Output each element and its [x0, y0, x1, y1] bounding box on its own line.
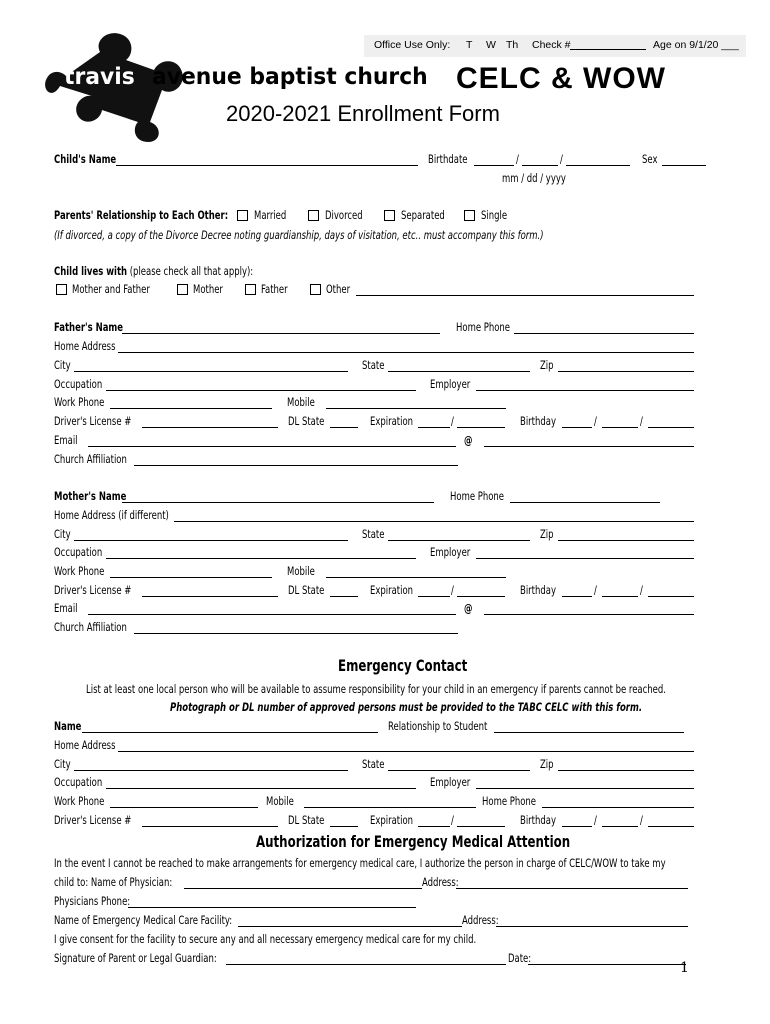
emergency-birthday-slash-1: /	[594, 813, 597, 827]
emergency-occupation-label: Occupation	[54, 775, 103, 789]
signature-field[interactable]	[226, 964, 506, 965]
emergency-birthday-year-field[interactable]	[648, 826, 694, 827]
birthdate-label: Birthdate	[428, 152, 468, 166]
emergency-dl-label: Driver's License #	[54, 813, 132, 827]
child-name-field[interactable]	[116, 165, 418, 166]
emergency-expiration-label: Expiration	[370, 813, 414, 827]
mother-birthday-day-field[interactable]	[602, 596, 638, 597]
physician-phone-label: Physicians Phone:	[54, 894, 131, 908]
form-subtitle: 2020-2021 Enrollment Form	[226, 101, 500, 126]
birthdate-dd-field[interactable]	[522, 165, 558, 166]
father-city-field[interactable]	[74, 371, 348, 372]
father-home-address-label: Home Address	[54, 339, 116, 353]
mother-employer-field[interactable]	[476, 558, 694, 559]
mother-mobile-field[interactable]	[326, 577, 506, 578]
emergency-work-phone-label: Work Phone	[54, 794, 105, 808]
form-title: CELC & WOW	[456, 62, 666, 95]
lives-with-heading	[54, 264, 253, 278]
mother-occupation-label: Occupation	[54, 545, 103, 559]
emergency-contact-heading: Emergency Contact	[338, 656, 468, 675]
married-label: Married	[254, 208, 287, 222]
brand-travis: travis	[64, 64, 135, 90]
emergency-state-field[interactable]	[388, 770, 530, 771]
mother-occupation-field[interactable]	[106, 558, 416, 559]
sex-label: Sex	[642, 152, 658, 166]
emergency-home-phone-label: Home Phone	[482, 794, 537, 808]
father-birthday-label: Birthday	[520, 414, 556, 428]
physician-address-label: Address:	[422, 875, 459, 889]
medical-authorization-text: In the event I cannot be reached to make arrangements for emergency medical care, I authorize the person in charge of CELC/WOW to take my	[54, 856, 666, 870]
father-employer-field[interactable]	[476, 390, 694, 391]
divorced-label: Divorced	[325, 208, 363, 222]
lives-other-field[interactable]	[356, 295, 694, 296]
mother-name-label: Mother's Name	[54, 489, 127, 503]
emergency-birthday-label: Birthday	[520, 813, 556, 827]
father-dl-field[interactable]	[142, 427, 278, 428]
birthdate-format-hint: mm / dd / yyyy	[502, 171, 566, 185]
father-birthday-day-field[interactable]	[602, 427, 638, 428]
emergency-dl-field[interactable]	[142, 826, 278, 827]
father-email-domain-field[interactable]	[484, 446, 694, 447]
married-checkbox[interactable]	[237, 210, 248, 221]
mother-zip-label: Zip	[540, 527, 554, 541]
father-work-phone-label: Work Phone	[54, 395, 105, 409]
office-use-label: Office Use Only:	[374, 39, 451, 51]
father-zip-field[interactable]	[558, 371, 694, 372]
divorced-checkbox[interactable]	[308, 210, 319, 221]
father-work-phone-field[interactable]	[110, 408, 272, 409]
emergency-birthday-month-field[interactable]	[562, 826, 592, 827]
emergency-photo-requirement: Photograph or DL number of approved persons must be provided to the TABC CELC with this form.	[170, 700, 643, 714]
mother-work-phone-field[interactable]	[110, 577, 272, 578]
mother-city-label: City	[54, 527, 71, 541]
father-name-label: Father's Name	[54, 320, 124, 334]
mother-email-label: Email	[54, 601, 78, 615]
father-home-phone-field[interactable]	[514, 333, 694, 334]
father-home-address-field[interactable]	[118, 352, 694, 353]
father-expiration-month-field[interactable]	[418, 427, 450, 428]
father-expiration-year-field[interactable]	[457, 427, 505, 428]
mother-dl-field[interactable]	[142, 596, 278, 597]
emergency-city-field[interactable]	[74, 770, 348, 771]
separated-label: Separated	[401, 208, 445, 222]
mother-email-user-field[interactable]	[88, 614, 456, 615]
single-checkbox[interactable]	[464, 210, 475, 221]
lives-mother-checkbox[interactable]	[177, 284, 188, 295]
mother-work-phone-label: Work Phone	[54, 564, 105, 578]
mother-email-domain-field[interactable]	[484, 614, 694, 615]
emergency-expiration-month-field[interactable]	[418, 826, 450, 827]
birthdate-slash-2: /	[560, 152, 563, 166]
father-dl-state-field[interactable]	[330, 427, 358, 428]
mother-dl-state-field[interactable]	[330, 596, 358, 597]
father-email-label: Email	[54, 433, 78, 447]
emergency-employer-label: Employer	[430, 775, 471, 789]
father-email-at: @	[464, 433, 473, 447]
birthdate-slash-1: /	[516, 152, 519, 166]
lives-other-label: Other	[326, 282, 351, 296]
emergency-name-field[interactable]	[82, 732, 378, 733]
physician-name-field[interactable]	[184, 888, 422, 889]
office-check-line	[570, 49, 646, 50]
brand-church-name: avenue baptist church	[152, 64, 428, 90]
emergency-state-label: State	[362, 757, 385, 771]
lives-father-label: Father	[261, 282, 288, 296]
parents-relationship-label: Parents' Relationship to Each Other:	[54, 208, 229, 222]
office-use-bar	[364, 35, 746, 57]
father-employer-label: Employer	[430, 377, 471, 391]
physician-phone-field[interactable]	[128, 907, 416, 908]
mother-and-father-checkbox[interactable]	[56, 284, 67, 295]
mother-home-address-field[interactable]	[174, 521, 694, 522]
emergency-dl-state-field[interactable]	[330, 826, 358, 827]
mother-and-father-label: Mother and Father	[72, 282, 150, 296]
consent-text: I give consent for the facility to secure any and all necessary emergency medical care for my child.	[54, 932, 477, 946]
mother-home-phone-label: Home Phone	[450, 489, 505, 503]
physician-name-label: child to: Name of Physician:	[54, 875, 173, 889]
mother-mobile-label: Mobile	[287, 564, 315, 578]
sex-field[interactable]	[662, 165, 706, 166]
father-email-user-field[interactable]	[88, 446, 456, 447]
emergency-mobile-field[interactable]	[304, 807, 476, 808]
mother-name-field[interactable]	[122, 502, 434, 503]
father-birthday-month-field[interactable]	[562, 427, 592, 428]
emergency-expiration-slash: /	[451, 813, 454, 827]
mother-city-field[interactable]	[74, 540, 348, 541]
emergency-home-address-label: Home Address	[54, 738, 116, 752]
emergency-home-phone-field[interactable]	[542, 807, 694, 808]
father-birthday-slash-1: /	[594, 414, 597, 428]
lives-other-checkbox[interactable]	[310, 284, 321, 295]
mother-church-label: Church Affiliation	[54, 620, 127, 634]
page-number: 1	[680, 960, 689, 976]
mother-church-field[interactable]	[134, 633, 458, 634]
mother-expiration-label: Expiration	[370, 583, 414, 597]
emergency-dl-state-label: DL State	[288, 813, 325, 827]
single-label: Single	[481, 208, 508, 222]
emergency-zip-field[interactable]	[558, 770, 694, 771]
office-day-w: W	[486, 39, 496, 51]
divorce-note: (If divorced, a copy of the Divorce Decree noting guardianship, days of visitation, etc.. must accompany this form.)	[54, 228, 544, 242]
date-field[interactable]	[528, 964, 686, 965]
office-check-label: Check #	[532, 39, 571, 51]
father-city-label: City	[54, 358, 71, 372]
lives-father-checkbox[interactable]	[245, 284, 256, 295]
signature-label: Signature of Parent or Legal Guardian:	[54, 951, 217, 965]
mother-dl-label: Driver's License #	[54, 583, 132, 597]
mother-dl-state-label: DL State	[288, 583, 325, 597]
father-birthday-slash-2: /	[640, 414, 643, 428]
date-label: Date:	[508, 951, 532, 965]
father-occupation-field[interactable]	[106, 390, 416, 391]
mother-email-at: @	[464, 601, 473, 615]
father-mobile-field[interactable]	[326, 408, 506, 409]
mother-home-address-label: Home Address (if different)	[54, 508, 169, 522]
emergency-mobile-label: Mobile	[266, 794, 294, 808]
emergency-relationship-label: Relationship to Student	[388, 719, 488, 733]
birthdate-mm-field[interactable]	[474, 165, 514, 166]
emergency-employer-field[interactable]	[476, 788, 694, 789]
emergency-relationship-field[interactable]	[494, 732, 684, 733]
emergency-expiration-year-field[interactable]	[457, 826, 505, 827]
mother-state-label: State	[362, 527, 385, 541]
birthdate-yyyy-field[interactable]	[566, 165, 630, 166]
emergency-birthday-slash-2: /	[640, 813, 643, 827]
lives-with-label: Child lives with	[54, 264, 128, 278]
mother-birthday-month-field[interactable]	[562, 596, 592, 597]
father-occupation-label: Occupation	[54, 377, 103, 391]
mother-birthday-slash-2: /	[640, 583, 643, 597]
separated-checkbox[interactable]	[384, 210, 395, 221]
emergency-city-label: City	[54, 757, 71, 771]
office-age-label: Age on 9/1/20 ___	[653, 39, 739, 51]
emergency-instructions: List at least one local person who will be available to assume responsibility for your child in an emergency if parents cannot be reached.	[86, 682, 666, 696]
emergency-home-address-field[interactable]	[118, 751, 694, 752]
facility-address-field[interactable]	[496, 926, 688, 927]
father-expiration-slash: /	[451, 414, 454, 428]
father-dl-label: Driver's License #	[54, 414, 132, 428]
office-day-t: T	[466, 39, 473, 51]
mother-birthday-year-field[interactable]	[648, 596, 694, 597]
mother-state-field[interactable]	[388, 540, 530, 541]
father-church-field[interactable]	[134, 465, 458, 466]
emergency-zip-label: Zip	[540, 757, 554, 771]
mother-employer-label: Employer	[430, 545, 471, 559]
facility-name-label: Name of Emergency Medical Care Facility:	[54, 913, 233, 927]
father-mobile-label: Mobile	[287, 395, 315, 409]
father-church-label: Church Affiliation	[54, 452, 127, 466]
lives-with-hint: (please check all that apply):	[129, 264, 254, 278]
mother-zip-field[interactable]	[558, 540, 694, 541]
emergency-birthday-day-field[interactable]	[602, 826, 638, 827]
father-name-field[interactable]	[122, 333, 440, 334]
office-day-th: Th	[506, 39, 519, 51]
father-zip-label: Zip	[540, 358, 554, 372]
father-dl-state-label: DL State	[288, 414, 325, 428]
mother-birthday-slash-1: /	[594, 583, 597, 597]
emergency-work-phone-field[interactable]	[110, 807, 258, 808]
lives-mother-label: Mother	[193, 282, 223, 296]
mother-expiration-month-field[interactable]	[418, 596, 450, 597]
mother-birthday-label: Birthday	[520, 583, 556, 597]
father-state-field[interactable]	[388, 371, 530, 372]
emergency-name-label: Name	[54, 719, 82, 733]
mother-home-phone-field[interactable]	[510, 502, 660, 503]
facility-name-field[interactable]	[238, 926, 462, 927]
father-expiration-label: Expiration	[370, 414, 414, 428]
emergency-occupation-field[interactable]	[106, 788, 416, 789]
father-state-label: State	[362, 358, 385, 372]
facility-address-label: Address:	[462, 913, 499, 927]
father-birthday-year-field[interactable]	[648, 427, 694, 428]
mother-expiration-slash: /	[451, 583, 454, 597]
physician-address-field[interactable]	[456, 888, 688, 889]
father-home-phone-label: Home Phone	[456, 320, 511, 334]
child-name-label: Child's Name	[54, 152, 117, 166]
medical-authorization-heading: Authorization for Emergency Medical Attention	[256, 832, 571, 851]
mother-expiration-year-field[interactable]	[457, 596, 505, 597]
